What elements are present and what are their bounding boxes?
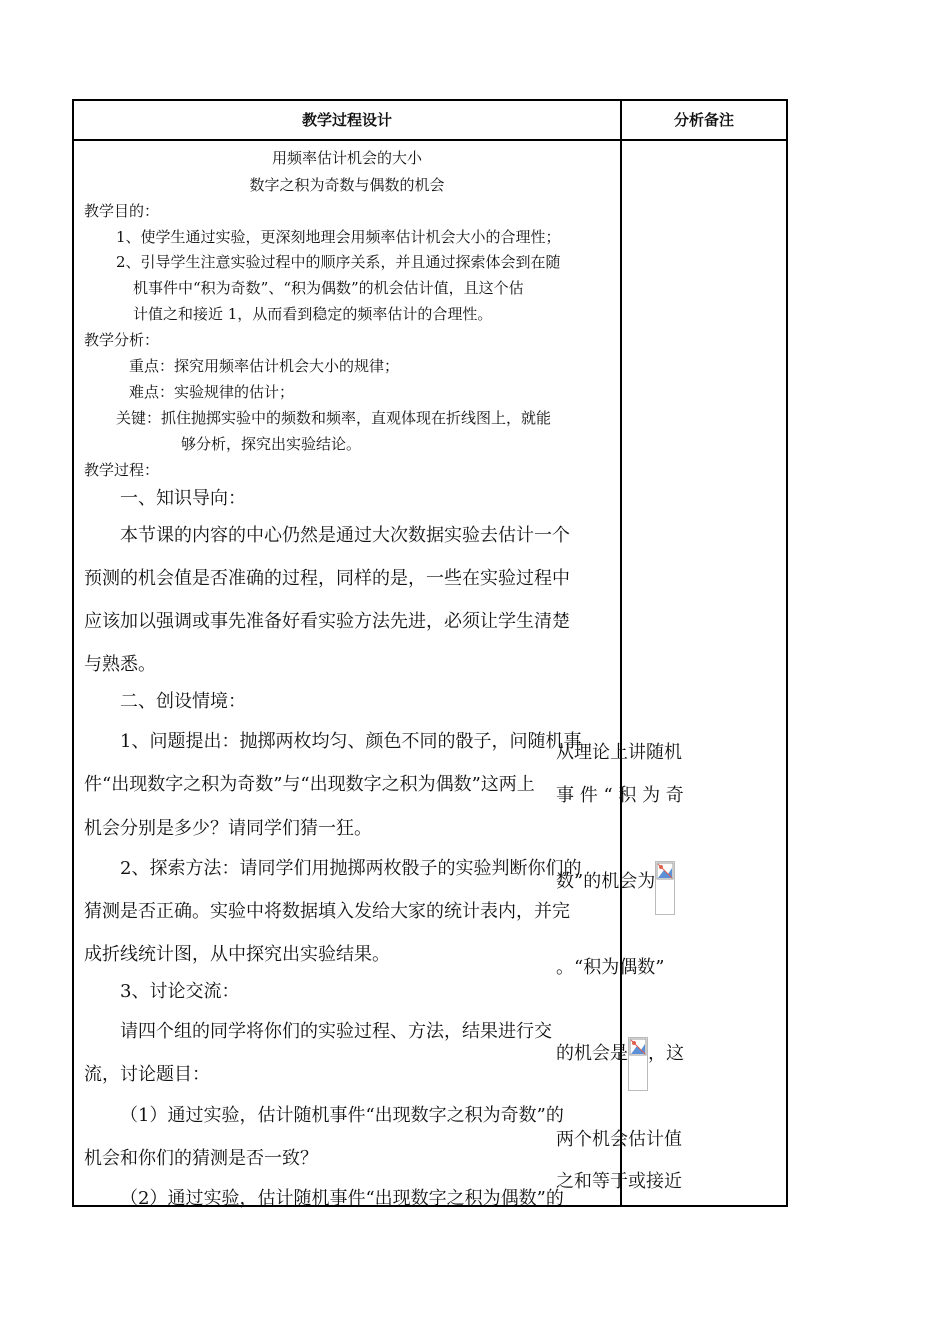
note-line: 之和等于或接近 [556, 1171, 682, 1192]
paragraph-1-cont: 预测的机会值是否准确的过程，同样的是，一些在实验过程中 [84, 568, 570, 589]
goal-item-2-cont: 机事件中“积为奇数”、“积为偶数”的机会估计值，且这个估 [133, 279, 524, 297]
note-line-with-image [556, 867, 706, 921]
note-line: 。“积为偶数” [556, 957, 665, 978]
process-heading: 教学过程： [84, 461, 160, 479]
note-text: 数”的机会为 [556, 871, 656, 892]
crux-point-cont: 够分析，探究出实验结论。 [181, 435, 362, 453]
broken-image-icon [628, 1037, 648, 1091]
header-teaching-design: 教学过程设计 [301, 111, 392, 129]
goal-item-1: 1、使学生通过实验，更深刻地理会用频率估计机会大小的合理性； [116, 228, 561, 246]
note-line-with-image [556, 1039, 706, 1093]
broken-image-icon [655, 861, 675, 915]
question-1: 1、问题提出：抛掷两枚均匀、颜色不同的骰子，问随机事 [120, 731, 582, 752]
note-text: 的机会是 [556, 1043, 628, 1064]
discussion-intro: 请四个组的同学将你们的实验过程、方法，结果进行交 [120, 1021, 552, 1042]
analysis-heading: 教学分析： [84, 331, 160, 349]
note-text: ，这 [648, 1043, 684, 1064]
goal-item-2-cont: 计值之和接近 1，从而看到稳定的频率估计的合理性。 [133, 305, 493, 323]
discussion-question-2: （2）通过实验，估计随机事件“出现数字之积为偶数”的 [120, 1188, 564, 1209]
lesson-subtitle: 数字之积为奇数与偶数的机会 [249, 176, 445, 194]
header-divider [74, 139, 786, 141]
question-3-heading: 3、讨论交流： [120, 981, 240, 1002]
discussion-question-1-cont: 机会和你们的猜测是否一致？ [84, 1148, 318, 1169]
note-line: 两个机会估计值 [556, 1129, 682, 1150]
key-point: 重点：探究用频率估计机会大小的规律； [129, 357, 400, 375]
paragraph-1: 本节课的内容的中心仍然是通过大次数据实验去估计一个 [120, 525, 570, 546]
note-line: 从理论上讲随机 [556, 742, 682, 763]
paragraph-1-cont: 与熟悉。 [84, 654, 156, 675]
question-1-cont: 件“出现数字之积为奇数”与“出现数字之积为偶数”这两上 [84, 774, 535, 795]
question-2: 2、探索方法：请同学们用抛掷两枚骰子的实验判断你们的 [120, 858, 582, 879]
section-1-heading: 一、知识导向： [120, 488, 246, 509]
goal-item-2: 2、引导学生注意实验过程中的顺序关系，并且通过探索体会到在随 [116, 253, 561, 271]
paragraph-1-cont: 应该加以强调或事先准备好看实验方法先进，必须让学生清楚 [84, 611, 570, 632]
question-1-cont: 机会分别是多少？请同学们猜一狂。 [84, 818, 372, 839]
note-line: 事 件 “ 积 为 奇 [556, 785, 684, 806]
header-analysis-notes: 分析备注 [673, 111, 734, 129]
lesson-title: 用频率估计机会的大小 [271, 149, 422, 167]
difficulty-point: 难点：实验规律的估计； [129, 383, 295, 401]
goal-heading: 教学目的： [84, 202, 160, 220]
question-2-cont: 成折线统计图，从中探究出实验结果。 [84, 944, 390, 965]
discussion-intro-cont: 流，讨论题目： [84, 1064, 210, 1085]
section-2-heading: 二、创设情境： [120, 691, 246, 712]
discussion-question-1: （1）通过实验，估计随机事件“出现数字之积为奇数”的 [120, 1105, 564, 1126]
crux-point: 关键：抓住抛掷实验中的频数和频率，直观体现在折线图上，就能 [116, 409, 552, 427]
question-2-cont: 猜测是否正确。实验中将数据填入发给大家的统计表内，并完 [84, 901, 570, 922]
